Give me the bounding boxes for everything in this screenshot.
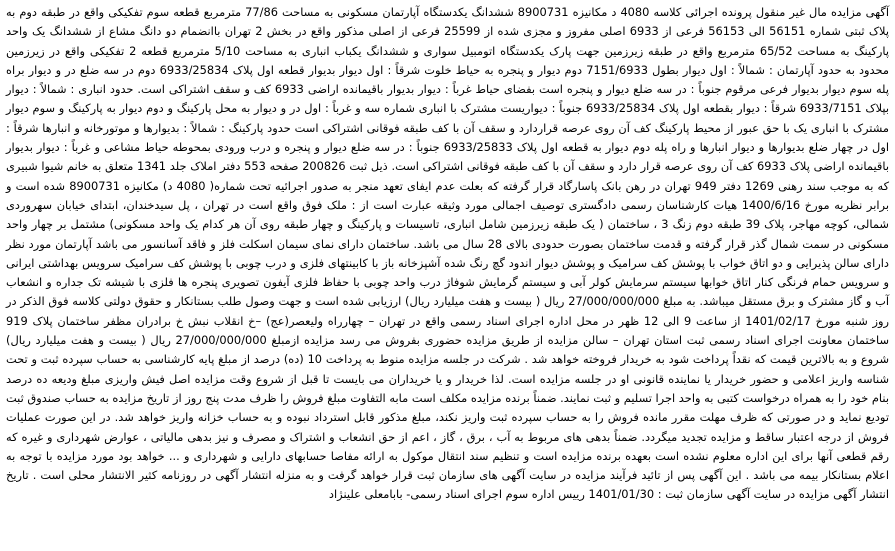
auction-notice-body: آگهی مزایده مال غیر منقول پرونده اجرائی کلاسه 4080 د مکانیزه 8900731 ششدانگ یکدستگاه آپارتمان مسکونی به مساحت 77/86 مترمربع قطعه سوم تفکیکی واقع در طبقه دوم به پلاک ثبتی شماره 56151 الی 56153 فرعی از 6933 اصلی مفروز و مجزی شده از 25599 فرعی از اصلی مذکور واقع در بخش 2 تهران باانضمام دو دانگ مشاع از ششدانگ یک واحد پارکینگ به مساحت 65/52 مترمربع واقع در طبقه زیرزمین جهت پارک یکدستگاه اتومبیل سواری و ششدانگ یکباب انباری به مساحت 5/10 مترمربع قطعه 2 تفکیکی واقع در زیرزمین محدود به حدود آپارتمان : شمالاً : اول دیوار بطول 7151/6933 دوم دیوار و پنجره به حیاط خلوت شرقاً : اول دیوار بدیوار قطعه اول پلاک 6933/25834 دوم در سه ضلع در و دیوار براه پله سوم دیوار بدیوار فرعی مرقوم جنوباً : در سه ضلع دیوار و پنجره است بفضای حیاط غرباً : دیوار بدیوار باقیمانده اراضی 6933 کف و سقف اشتراکی است. حدود انباری : شمالاً : دیوار بپلاک 6933/7151 شرقاً : دیوار بقطعه اول پلاک 6933/25834 جنوباً : دیواریست مشترک با انباری شماره سه و غرباً : اول در و دیوار به محل پارکینگ و دوم دیوار به پارکینگ و سوم دیوار مشترک با انباری یک با حق عبور از محیط پارکینگ کف آن روی عرصه قراردارد و سقف آن با کف طبقه فوقانی اشتراکی است حدود پارکینگ : شمالاً : بدیوارها و موتورخانه و انبارها شرقاً : اول در چهار ضلع بدیوارها و دیوار انبارها و راه پله دوم دیوار به قطعه اول پلاک 6933/25833 جنوباً : در سه ضلع دیوار و پنجره و درب ورودی بمحوطه حیاط مشاعی و غرباً : دیوار بدیوار باقیمانده اراضی پلاک 6933 کف آن روی عرصه قرار دارد و سقف آن با کف طبقه فوقانی اشتراکی است. ذیل ثبت 200826 صفحه 553 دفتر املاک جلد 1341 متعلق به خانم شیوا شبیری که به موجب سند رهنی 1269 دفتر 949 تهران در رهن بانک پاسارگاد قرار گرفته که بعلت عدم ایفای تعهد منجر به صدور اجرائیه تحت شماره( 4080 د) مکانیزه 8900731 شده است و برابر نظریه مورخ 1400/6/16 هیات کارشناسان رسمی دادگستری توصیف اجمالی مورد وثیقه عبارت است از : ملک فوق واقع است در تهران ، پل سیدخندان، ابتدای خیابان سهروردی شمالی، کوچه مهاجر، پلاک 39 طبقه دوم زنگ 3 ، ساختمان ( یک طبقه زیرزمین شامل انباری، تاسیسات و پارکینگ و چهار طبقه روی آن هر کدام یک واحد مسکونی) مشتمل بر چهار واحد مسکونی در سمت شمال گذر قرار گرفته و قدمت ساختمان بصورت حدودی بالای 28 سال می باشد. ساختمان دارای نمای سیمان اسکلت فلز و فاقد آسانسور می باشد آپارتمان مورد نظر دارای سالن پذیرایی و دو اتاق خواب با پوشش کف سرامیک و پوشش دیوار اندود گچ رنگ شده آشپزخانه باز با کابینتهای فلزی و درب چوبی با پوشش کف سرامیک سرویس بهداشتی ایرانی و سرویس حمام فرنگی کنار اتاق خوابها سیستم سرمایش کولر آبی و سیستم گرمایش شوفاژ درب واحد چوبی با حفاظ فلزی آیفون تصویری پنجره ها فلزی با شیشه تک جداره و انشعاب آب و گاز مشترک و برق مستقل میباشد. به مبلغ 27/000/000/000 ریال ( بیست و هفت میلیارد ریال) ارزیابی شده است و جهت وصول طلب بستانکار و حقوق دولتی کلاسه فوق الذکر در روز شنبه مورخ 1401/02/17 از ساعت 9 الی 12 ظهر در محل اداره اجرای اسناد رسمی واقع در تهران – چهارراه ولیعصر(عج) –خ انقلاب نبش خ برادران مظفر ساختمان پلاک 919 ساختمان معاونت اجرای اسناد رسمی ثبت استان تهران – سالن مزایده از طریق مزایده حضوری بفروش می رسد مزایده ازمبلغ 27/000/000/000 ریال ( بیست و هفت میلیارد ریال) شروع و به بالاترین قیمت که نقداً پرداخت شود به خریدار فروخته خواهد شد . شرکت در جلسه مزایده منوط به پرداخت 10 (ده) درصد از مبلغ پایه کارشناسی به حساب سپرده ثبت و تحت شناسه واریز اعلامی و حضور خریدار یا نماینده قانونی او در جلسه مزایده است. لذا خریدار و یا خریداران می بایست تا قبل از شروع وقت مزایده اصل فیش واریزی مبلغ ودیعه ده درصد بنام خود را به همراه درخواست کتبی به واحد اجرا تسلیم و ثبت نمایند. ضمناً برنده مزایده مکلف است مابه التفاوت مبلغ فروش را ظرف مدت پنج روز از تاریخ مزایده به حساب صندوق ثبت تودیع نماید و در صورتی که ظرف مهلت مقرر مانده فروش را به حساب سپرده ثبت واریز نکند، مبلغ مذکور قابل استرداد نبوده و به حساب خزانه واریز خواهد شد. در این صورت عملیات فروش از درجه اعتبار ساقط و مزایده تجدید میگردد. ضمناً بدهی های مربوط به آب ، برق ، گاز ، اعم از حق انشعاب و اشتراک و مصرف و نیز بدهی مالیاتی ، عوارض شهرداری و غیره که رقم قطعی آنها برای این اداره معلوم نشده است بعهده برنده مزایده است و تنظیم سند انتقال موکول به ارائه مفاصا حسابهای دارایی و شهرداری و ... خواهد بود مورد مزایده با توجه به اعلام بستانکار بیمه می باشد . این آگهی پس از تائید فرآیند مزایده در سایت آگهی های سازمان ثبت قرار خواهد گرفت و به منزله انتشار آگهی در روزنامه کثیر الانتشار محلی است . تاریخ انتشار آگهی مزایده در سایت آگهی سازمان ثبت : 1401/01/30 رییس اداره سوم اجرای اسناد رسمی- بابامعلی علینژاد [6, 5, 890, 502]
